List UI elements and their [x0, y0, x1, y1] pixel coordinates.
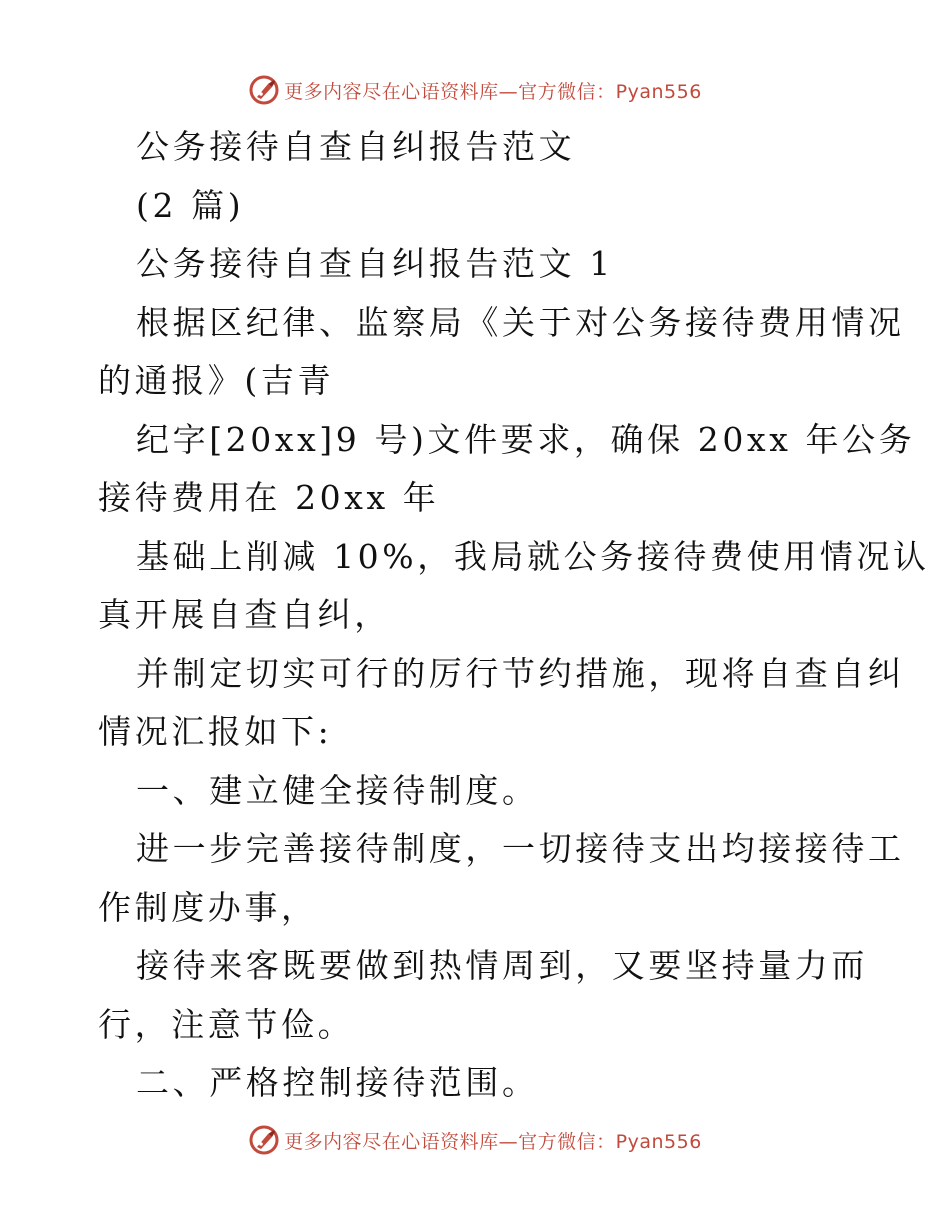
paragraph-line: 并制定切实可行的厉行节约措施，现将自查自纠 — [136, 653, 905, 693]
watermark-site-text: 更多内容尽在心语资料库 — [284, 1130, 499, 1153]
paragraph-line: 进一步完善接待制度，一切接待支出均接接待工 — [136, 829, 905, 868]
document-subtitle: (2 篇) — [136, 185, 245, 225]
watermark-site-text: 更多内容尽在心语资料库 — [284, 80, 499, 103]
paragraph-line: 基础上削减 10%，我局就公务接待费使用情况认 — [136, 536, 930, 576]
watermark-contact-text: 官方微信：Pyan556 — [518, 80, 702, 103]
watermark-separator: — — [498, 1130, 519, 1153]
paragraph-line: 情况汇报如下: — [98, 712, 333, 751]
document-title: 公务接待自查自纠报告范文 — [136, 127, 576, 166]
paragraph-line: 根据区纪律、监察局《关于对公务接待费用情况 — [136, 302, 905, 342]
document-body — [98, 118, 930, 1113]
paragraph-line: 的通报》(吉青 — [98, 361, 335, 400]
watermark-text — [284, 77, 702, 104]
watermark-separator: — — [498, 80, 519, 103]
paragraph-line: 接待费用在 20xx 年 — [98, 478, 440, 517]
pen-nib-logo-icon — [248, 74, 280, 106]
watermark-banner-top — [0, 70, 950, 110]
subsection-heading: 二、严格控制接待范围。 — [136, 1063, 539, 1102]
section-heading: 公务接待自查自纠报告范文 1 — [136, 244, 614, 283]
subsection-heading: 一、建立健全接待制度。 — [136, 770, 539, 810]
watermark-text — [284, 1127, 702, 1154]
watermark-contact-text: 官方微信：Pyan556 — [518, 1130, 702, 1153]
paragraph-line: 真开展自查自纠， — [98, 595, 391, 634]
paragraph-line: 接待来客既要做到热情周到，又要坚持量力而 — [136, 946, 868, 985]
paragraph-line: 行，注意节俭。 — [98, 1004, 355, 1044]
pen-nib-logo-icon — [248, 1124, 280, 1156]
watermark-banner-bottom — [0, 1120, 950, 1160]
paragraph-line: 作制度办事， — [98, 887, 318, 927]
paragraph-line: 纪字[20xx]9 号)文件要求，确保 20xx 年公务 — [136, 419, 916, 459]
